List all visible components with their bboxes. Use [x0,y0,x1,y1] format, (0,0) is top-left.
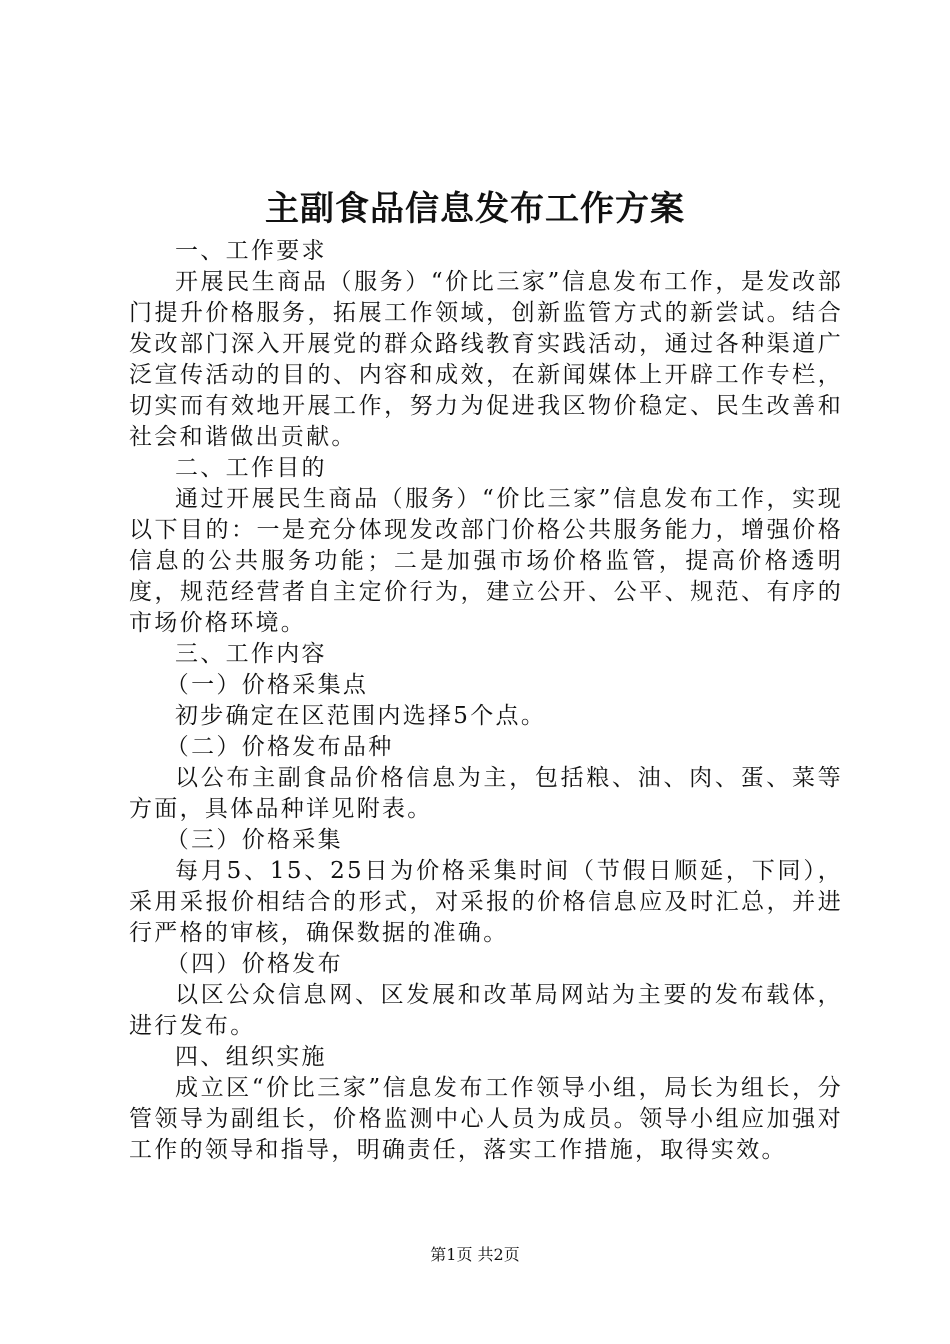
paragraph: 开展民生商品（服务）“价比三家”信息发布工作，是发改部门提升价格服务，拓展工作领域，创新监管方式的新尝试。结合发改部门深入开展党的群众路线教育实践活动，通过各种渠道广泛宣传活动的目的、内容和成效，在新闻媒体上开辟工作专栏，切实而有效地开展工作，努力为促进我区物价稳定、民生改善和社会和谐做出贡献。 [129,269,843,450]
section-heading-4: 四、组织实施 [175,1044,327,1070]
subsection-heading: （一）价格采集点 [165,672,369,698]
subsection-heading: （四）价格发布 [165,951,343,977]
page-number-footer: 第1页 共2页 [430,1245,520,1264]
section-heading-1: 一、工作要求 [175,238,327,264]
paragraph: 每月5、15、25日为价格采集时间（节假日顺延，下同），采用采报价相结合的形式，对采报的价格信息应及时汇总，并进行严格的审核，确保数据的准确。 [129,858,843,946]
paragraph: 初步确定在区范围内选择5个点。 [175,703,547,729]
subsection-heading: （二）价格发布品种 [165,734,394,760]
paragraph: 成立区“价比三家”信息发布工作领导小组，局长为组长，分管领导为副组长，价格监测中心人员为成员。领导小组应加强对工作的领导和指导，明确责任，落实工作措施，取得实效。 [129,1075,843,1163]
section-heading-2: 二、工作目的 [175,455,327,481]
document-body [129,236,843,1166]
section-heading-3: 三、工作内容 [175,641,327,667]
paragraph: 通过开展民生商品（服务）“价比三家”信息发布工作，实现以下目的：一是充分体现发改部门价格公共服务能力，增强价格信息的公共服务功能；二是加强市场价格监管，提高价格透明度，规范经营者自主定价行为，建立公开、公平、规范、有序的市场价格环境。 [129,486,843,636]
subsection-heading: （三）价格采集 [165,827,343,853]
paragraph: 以公布主副食品价格信息为主，包括粮、油、肉、蛋、菜等方面，具体品种详见附表。 [129,765,843,822]
document-title: 主副食品信息发布工作方案 [265,189,685,229]
paragraph: 以区公众信息网、区发展和改革局网站为主要的发布载体，进行发布。 [129,982,843,1039]
